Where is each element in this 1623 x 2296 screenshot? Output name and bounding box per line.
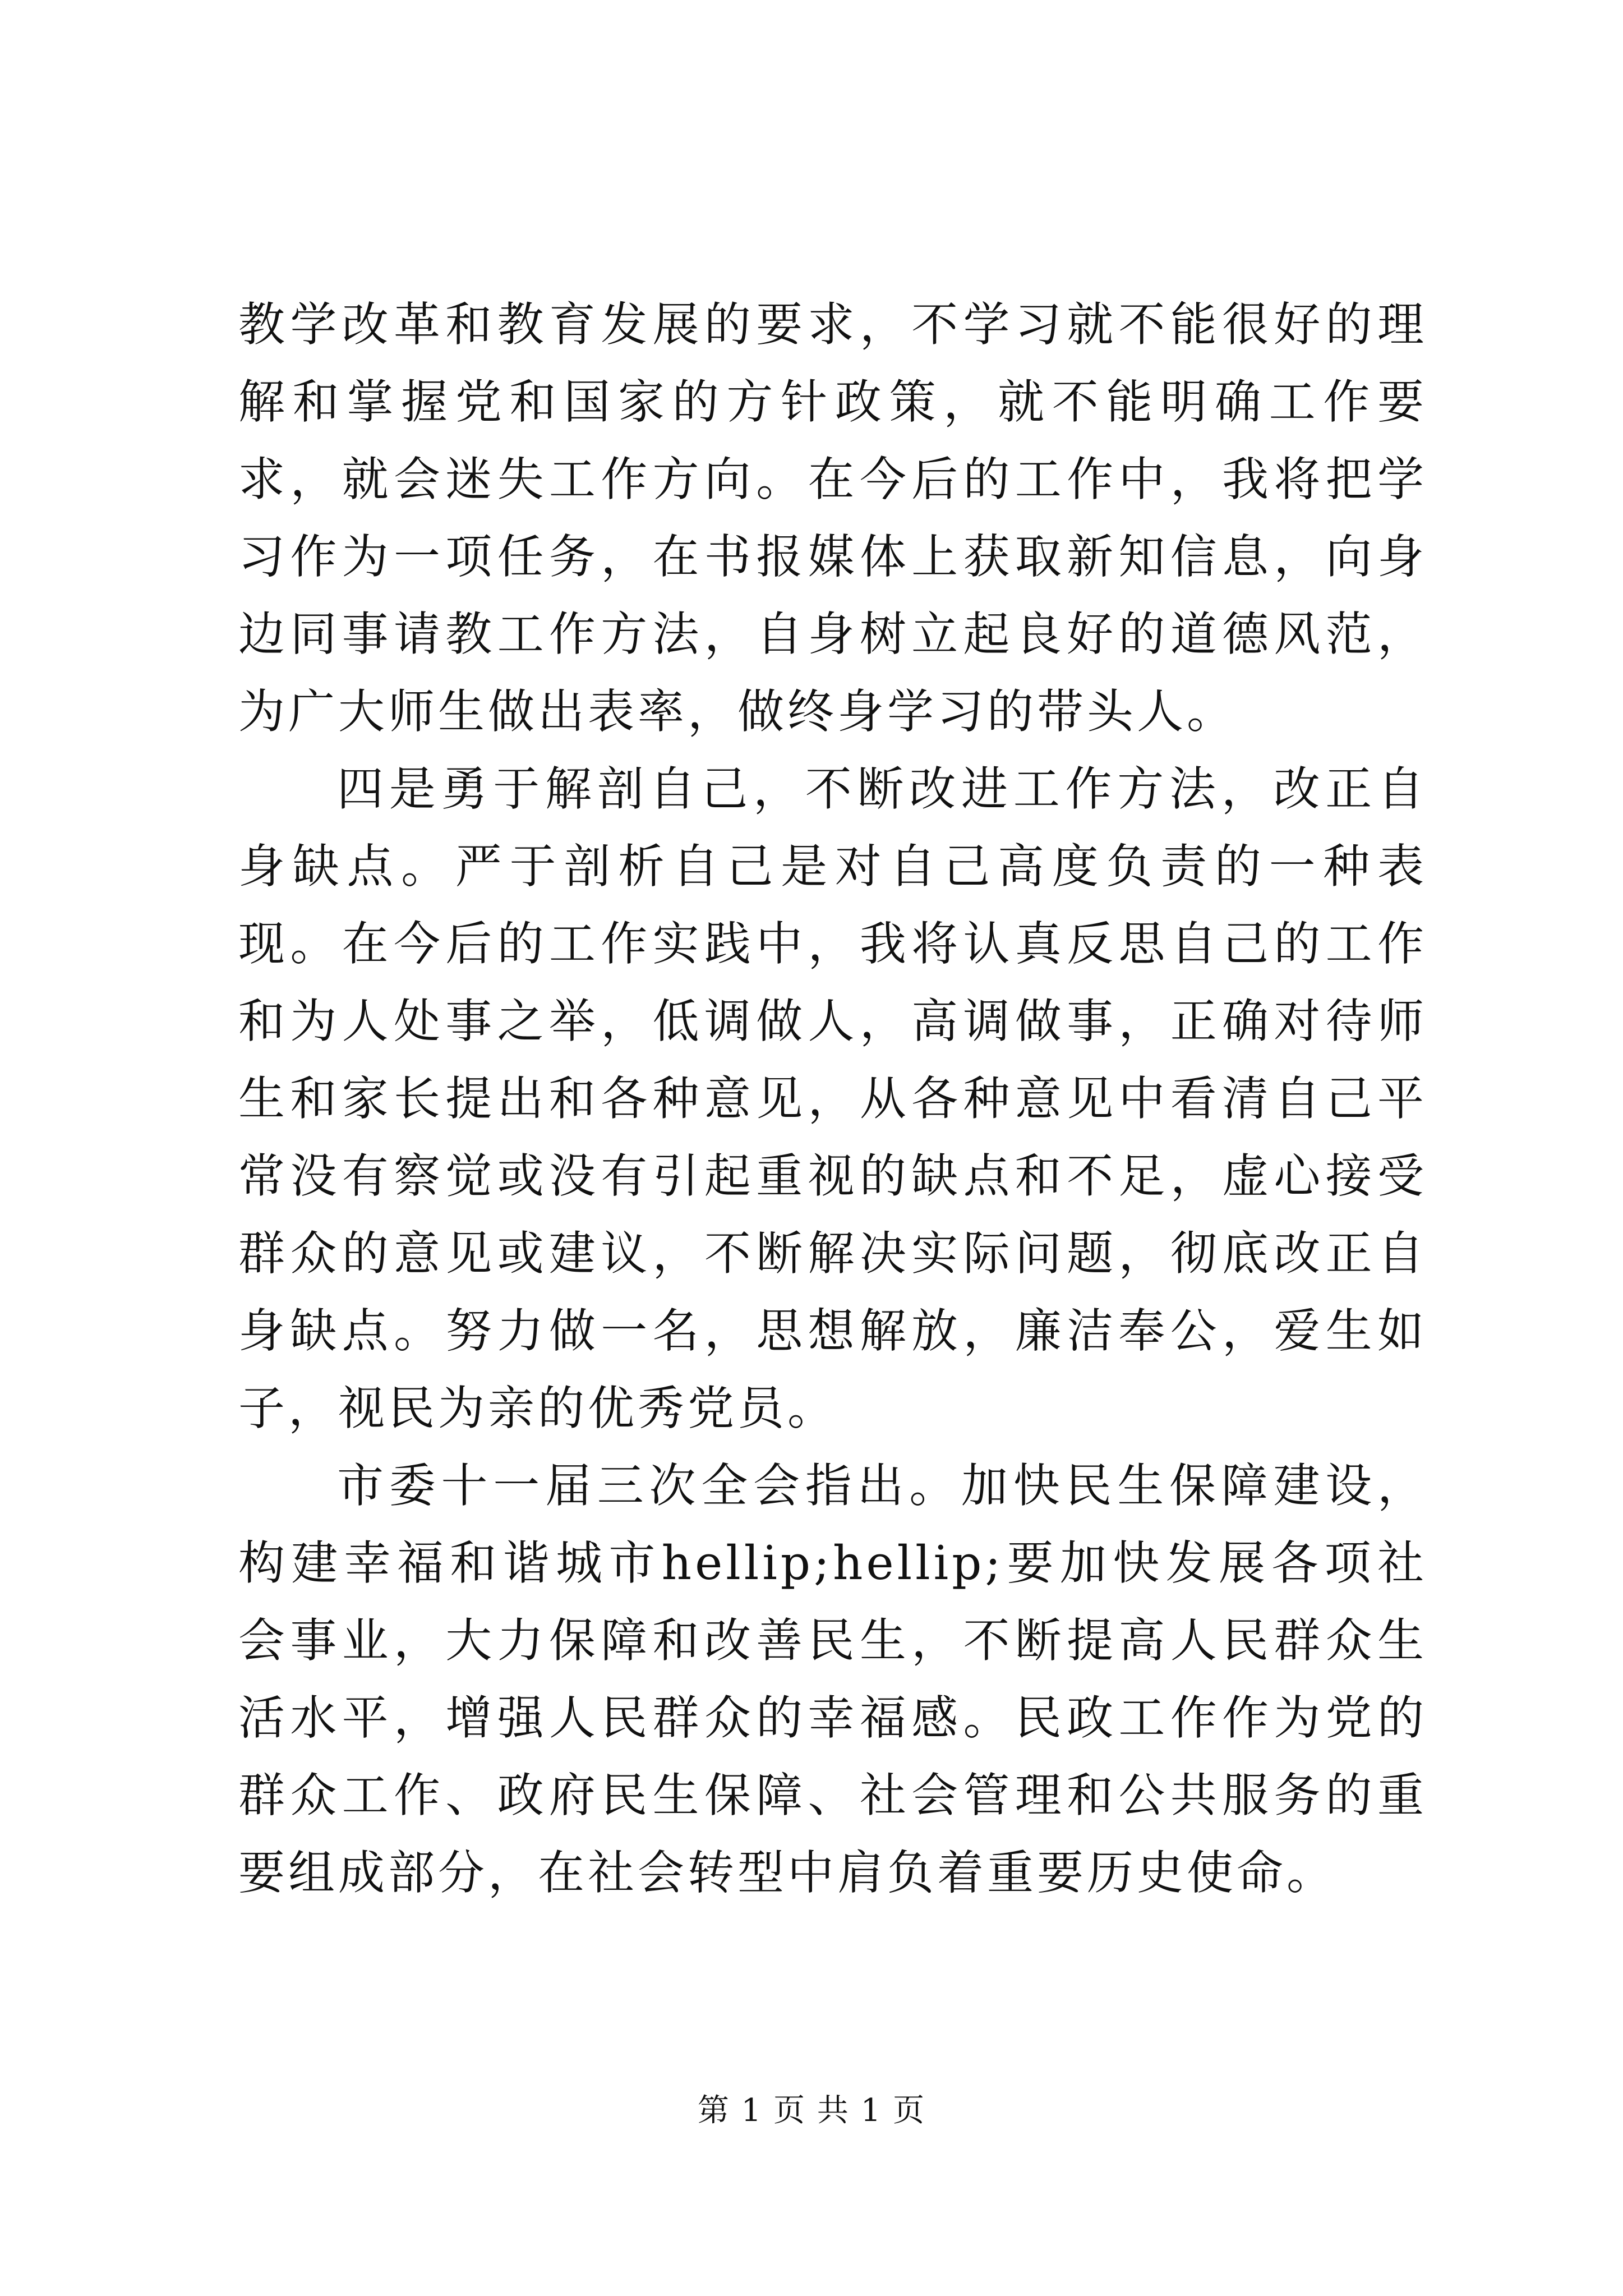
paragraph-1: 教学改革和教育发展的要求，不学习就不能很好的理解和掌握党和国家的方针政策，就不能明确工作要求，就会迷失工作方向。在今后的工作中，我将把学习作为一项任务，在书报媒体上获取新知信息，向身边同事请教工作方法，自身树立起良好的道德风范，为广大师生做出表率，做终身学习的带头人。 (238, 297, 1427, 739)
paragraph-2: 四是勇于解剖自己，不断改进工作方法，改正自身缺点。严于剖析自己是对自己高度负责的一种表现。在今后的工作实践中，我将认真反思自己的工作和为人处事之举，低调做人，高调做事，正确对待师生和家长提出和各种意见，从各种意见中看清自己平常没有察觉或没有引起重视的缺点和不足，虚心接受群众的意见或建议，不断解决实际问题，彻底改正自身缺点。努力做一名，思想解放，廉洁奉公，爱生如子，视民为亲的优秀党员。 (238, 762, 1427, 1435)
document-body (238, 286, 1427, 1912)
paragraph-3: 市委十一届三次全会指出。加快民生保障建设，构建幸福和谐城市hellip;hellip;要加快发展各项社会事业，大力保障和改善民生，不断提高人民群众生活水平，增强人民群众的幸福感。民政工作作为党的群众工作、政府民生保障、社会管理和公共服务的重要组成部分，在社会转型中肩负着重要历史使命。 (238, 1458, 1427, 1900)
page-footer: 第 1 页 共 1 页 (697, 2092, 926, 2129)
